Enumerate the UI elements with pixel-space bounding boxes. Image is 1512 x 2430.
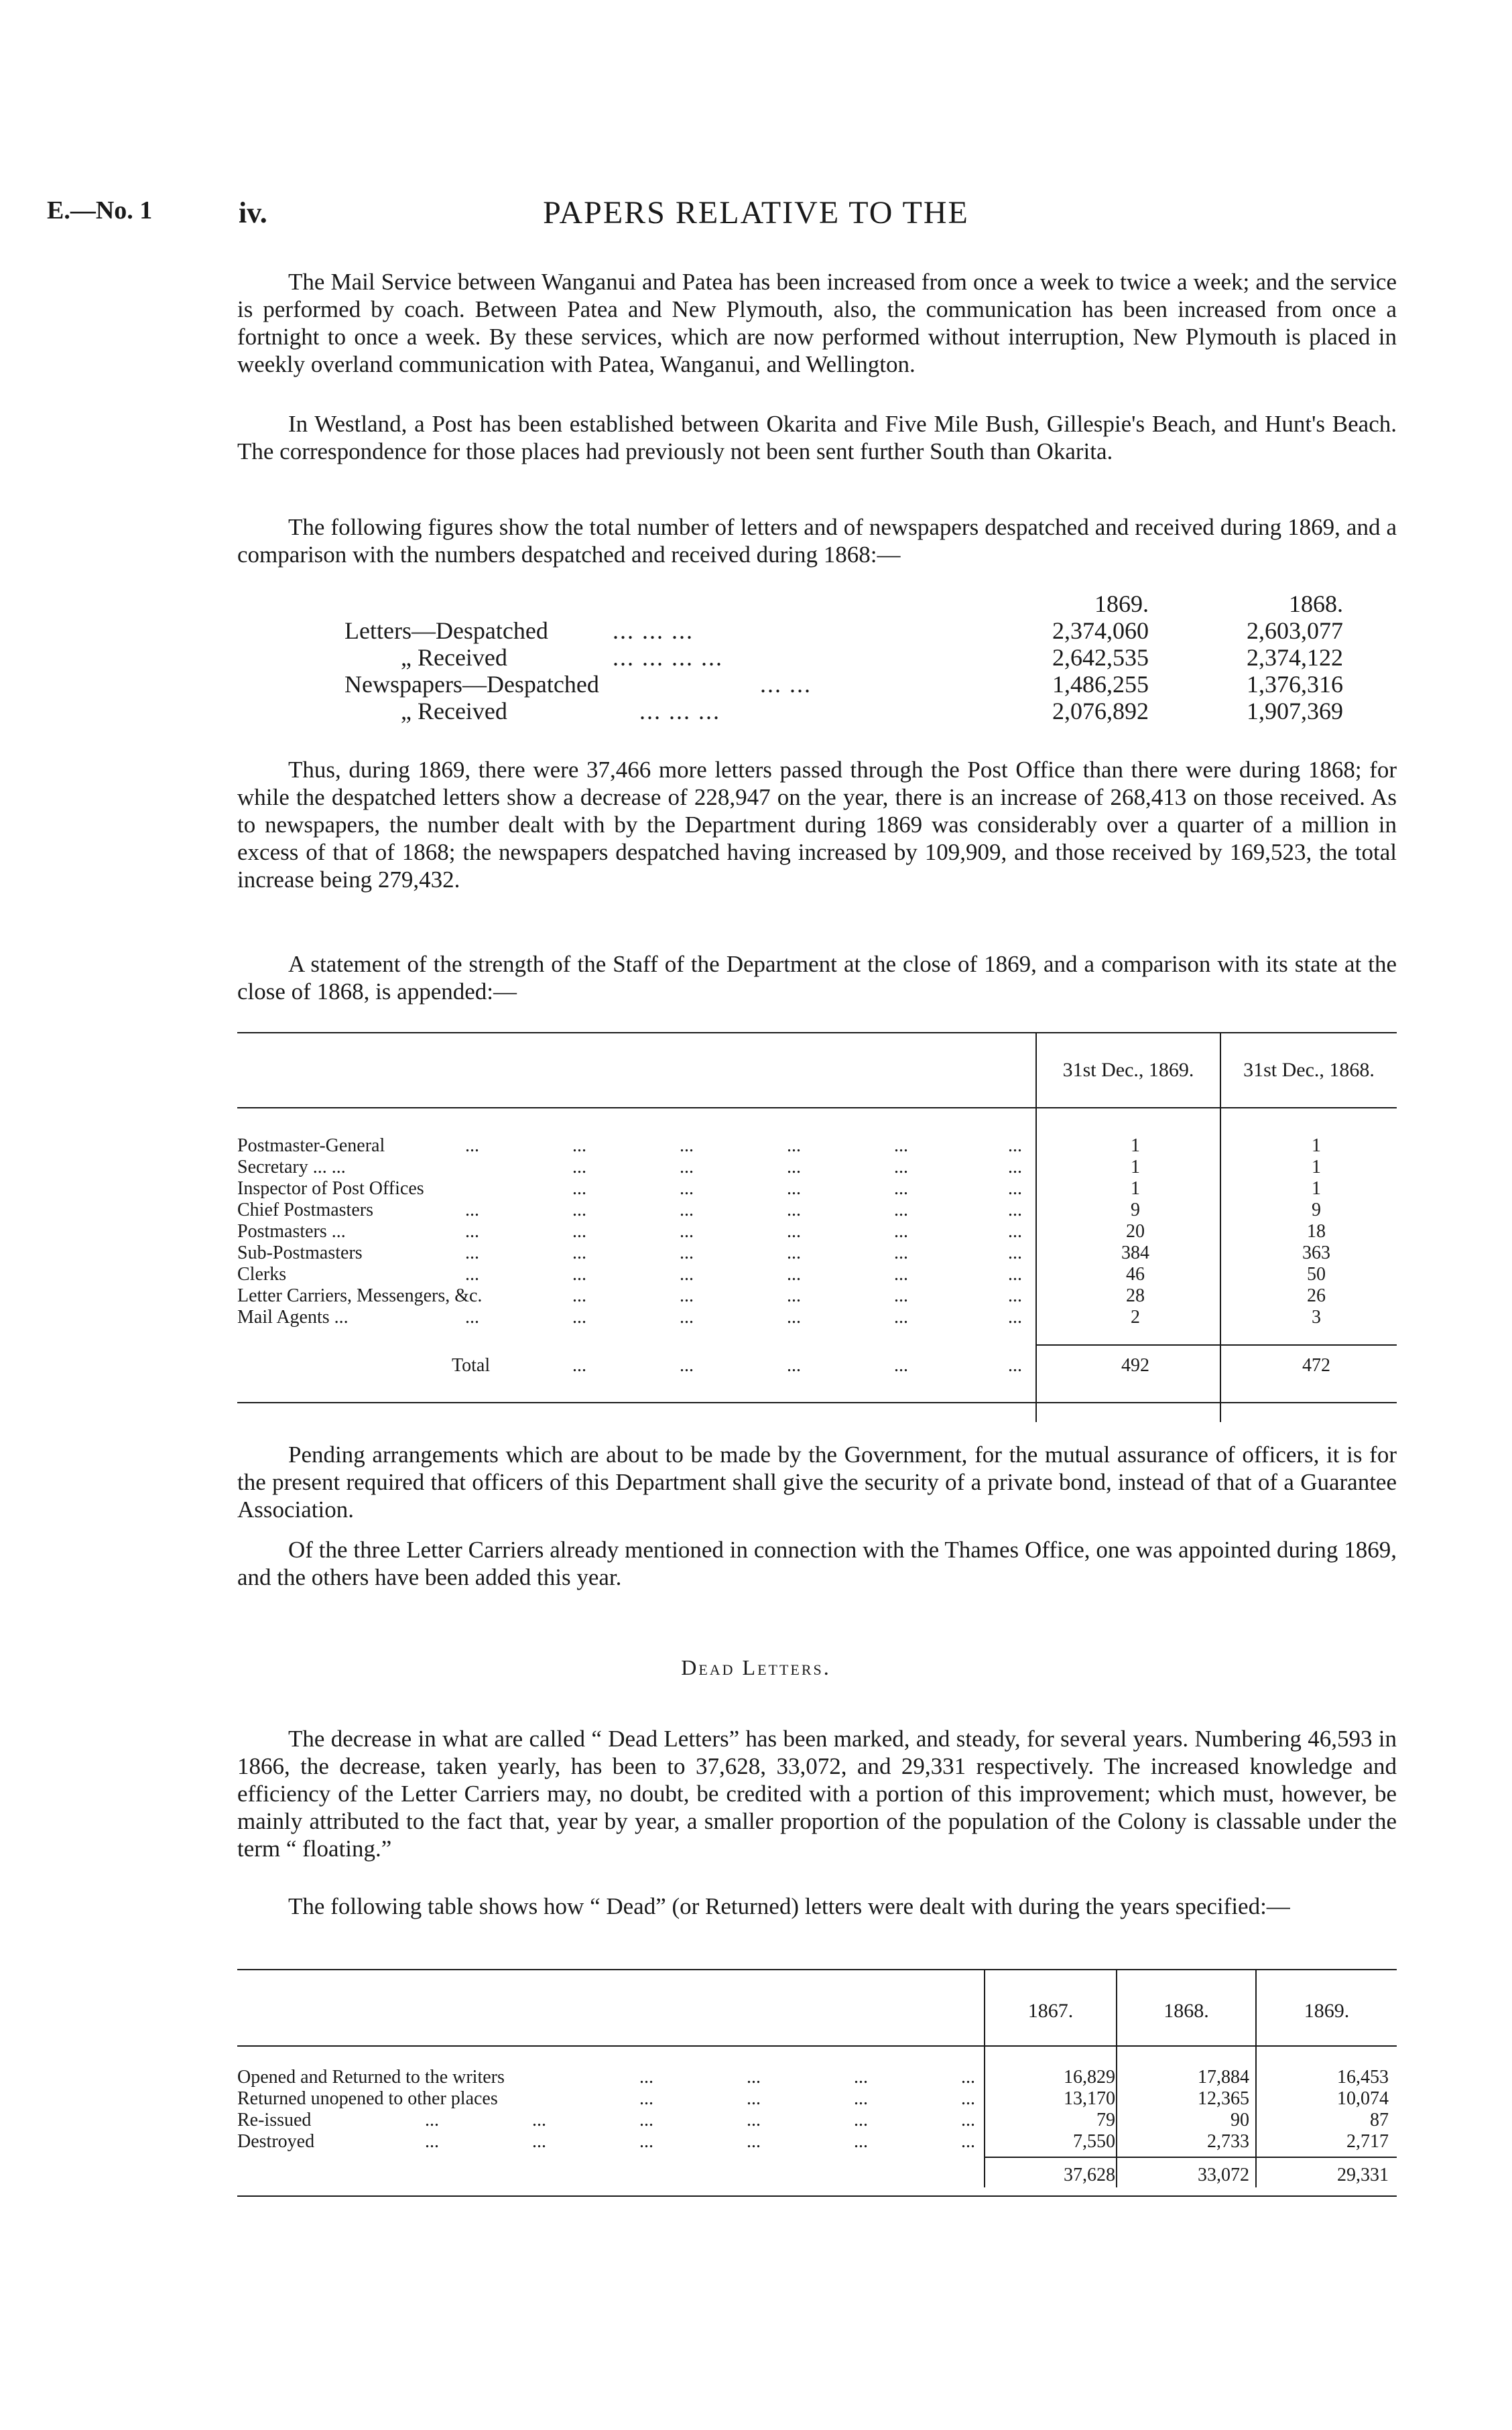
leader-dots: ... [747, 2067, 761, 2088]
leader-dots: ... [465, 1264, 479, 1285]
paragraph-letters-analysis: Thus, during 1869, there were 37,466 more letters passed through the Post Office than there were during 1868; for while the despatched letters show a decrease of 228,947 on the year, there is an increase of 268,413 on those received. As to newspapers, the number dealt with by the Department during 1869 was considerably over a quarter of a million in excess of that of 1868; the newspapers despatched having increased by 109,909, and those received by 169,523, the total increase being 279,432. [237, 757, 1397, 893]
value-1869: 2,717 [1346, 2131, 1389, 2152]
total-1868: 472 [1302, 1355, 1330, 1376]
leader-dots: ... [572, 1264, 586, 1285]
leader-dots: ... [1008, 1242, 1022, 1263]
leader-dots: ... [532, 2131, 546, 2152]
leader-dots: ... [894, 1221, 908, 1242]
leader-dots: ... [961, 2131, 975, 2152]
table-row [237, 1135, 1397, 1157]
row-label: Mail Agents ... [237, 1307, 349, 1328]
leader-dots: ... [572, 1200, 586, 1220]
value-1869: 2 [1131, 1307, 1140, 1328]
leader-dots: ... [787, 1242, 801, 1263]
paragraph-staff-intro: A statement of the strength of the Staff of the Department at the close of 1869, and a comparison with its state at the close of 1868, is appended:— [237, 951, 1397, 1005]
row-label: „ Received [401, 644, 507, 671]
value-1868: 50 [1307, 1264, 1326, 1285]
row-label: Sub-Postmasters [237, 1242, 363, 1263]
value-1868: 1 [1312, 1157, 1321, 1177]
table-row [237, 1285, 1397, 1307]
table-row-total [237, 2165, 1397, 2186]
table-rule-subtotal [1035, 1344, 1397, 1346]
leader-dots: ... [961, 2067, 975, 2088]
leader-dots: ... [572, 1135, 586, 1156]
col-header-1869: 1869. [1094, 590, 1149, 617]
total-1867: 37,628 [1064, 2165, 1115, 2185]
value-1868: 18 [1307, 1221, 1326, 1242]
table-rule-top [237, 1969, 1397, 1970]
leader-dots: ... [465, 1135, 479, 1156]
leader-dots: ... ... [760, 671, 812, 698]
table-rule-subtotal [984, 2157, 1397, 2158]
leader-dots: ... [894, 1135, 908, 1156]
table-row [237, 2067, 1397, 2088]
leader-dots: ... [894, 1355, 908, 1376]
value-1868: 2,374,122 [1247, 644, 1343, 671]
leader-dots: ... [572, 1242, 586, 1263]
table-rule-top [237, 1032, 1397, 1033]
leader-dots: ... [787, 1200, 801, 1220]
leader-dots: ... [787, 1135, 801, 1156]
table-row [237, 1200, 1397, 1221]
leader-dots: ... [680, 1178, 694, 1199]
leader-dots: ... [680, 1242, 694, 1263]
leader-dots: ... [425, 2110, 439, 2130]
leader-dots: ... [747, 2131, 761, 2152]
table-row [237, 2131, 1397, 2153]
leader-dots: ... [787, 1264, 801, 1285]
table-row [237, 1157, 1397, 1178]
leader-dots: ... ... ... ... [613, 644, 723, 671]
leader-dots: ... [572, 1221, 586, 1242]
paragraph-figures-intro: The following figures show the total number of letters and of newspapers despatched and received during 1869, and a comparison with the numbers despatched and received during 1868:— [237, 514, 1397, 568]
leader-dots: ... [1008, 1285, 1022, 1306]
leader-dots: ... [1008, 1135, 1022, 1156]
leader-dots: ... [572, 1355, 586, 1376]
col-header-1867: 1867. [1027, 2000, 1074, 2022]
value-1869: 2,642,535 [1052, 644, 1149, 671]
value-1868: 17,884 [1198, 2067, 1249, 2088]
leader-dots: ... [425, 2131, 439, 2152]
row-label: Destroyed [237, 2131, 315, 2152]
leader-dots: ... [747, 2088, 761, 2109]
table-row [237, 1221, 1397, 1242]
leader-dots: ... [854, 2131, 868, 2152]
row-label: Re-issued [237, 2110, 312, 2130]
table-rule-bottom [237, 2195, 1397, 2197]
value-1869: 2,076,892 [1052, 698, 1149, 724]
value-1869: 28 [1126, 1285, 1145, 1306]
value-1869: 1 [1131, 1178, 1140, 1199]
leader-dots: ... [680, 1355, 694, 1376]
leader-dots: ... [465, 1200, 479, 1220]
leader-dots: ... [894, 1178, 908, 1199]
value-1869: 384 [1121, 1242, 1149, 1263]
leader-dots: ... [680, 1135, 694, 1156]
paragraph-westland: In Westland, a Post has been established between Okarita and Five Mile Bush, Gillespie's Beach, and Hunt's Beach. The correspondence for those places had previously not been sent further South than Okarita. [237, 411, 1397, 464]
row-label: Letter Carriers, Messengers, &c. [237, 1285, 483, 1306]
row-label: „ Received [401, 698, 507, 724]
leader-dots: ... [572, 1157, 586, 1177]
paragraph-dead-letters-table-intro: The following table shows how “ Dead” (or Returned) letters were dealt with during the years specified:— [288, 1893, 1290, 1919]
col-header-1868: 1868. [1289, 590, 1343, 617]
col-header-1869: 1869. [1304, 2000, 1350, 2022]
leader-dots: ... [532, 2110, 546, 2130]
leader-dots: ... [854, 2067, 868, 2088]
value-1868: 1,376,316 [1247, 671, 1343, 698]
leader-dots: ... [894, 1200, 908, 1220]
table-row [237, 1264, 1397, 1285]
value-1867: 79 [1096, 2110, 1115, 2130]
leader-dots: ... [787, 1221, 801, 1242]
table-row [237, 1307, 1397, 1328]
table-row [237, 697, 1397, 724]
value-1867: 13,170 [1064, 2088, 1115, 2109]
leader-dots: ... [894, 1157, 908, 1177]
leader-dots: ... [465, 1221, 479, 1242]
leader-dots: ... ... ... [613, 617, 694, 644]
value-1868: 3 [1312, 1307, 1321, 1328]
table-rule-header [237, 2045, 1397, 2047]
value-1868: 9 [1312, 1200, 1321, 1220]
section-title-dead-letters: Dead Letters. [681, 1655, 831, 1679]
leader-dots: ... [680, 1285, 694, 1306]
leader-dots: ... [1008, 1221, 1022, 1242]
paragraph-letter-carriers: Of the three Letter Carriers already mentioned in connection with the Thames Office, one was appointed during 1869, and the others have been added this year. [237, 1537, 1397, 1590]
leader-dots: ... [961, 2088, 975, 2109]
table-row [237, 1178, 1397, 1200]
value-1868: 1 [1312, 1135, 1321, 1156]
leader-dots: ... [680, 1200, 694, 1220]
value-1869: 1 [1131, 1135, 1140, 1156]
paragraph-mail-service: The Mail Service between Wanganui and Patea has been increased from once a week to twice a week; and the service is performed by coach. Between Patea and New Plymouth, also, the communication has been increased from once a fortnight to once a week. By these services, which are now performed without interruption, New Plymouth is placed in weekly overland communication with Patea, Wanganui, and Wellington. [237, 269, 1397, 377]
leader-dots: ... [787, 1355, 801, 1376]
leader-dots: ... [639, 2131, 653, 2152]
value-1868: 1 [1312, 1178, 1321, 1199]
table-row-total [237, 1355, 1397, 1377]
page-title: PAPERS RELATIVE TO THE [543, 195, 969, 231]
leader-dots: ... [894, 1307, 908, 1328]
leader-dots: ... [572, 1178, 586, 1199]
row-label: Letters—Despatched [344, 617, 548, 644]
leader-dots: ... [961, 2110, 975, 2130]
leader-dots: ... [680, 1264, 694, 1285]
row-label: Secretary ... ... [237, 1157, 346, 1177]
value-1869: 1 [1131, 1157, 1140, 1177]
total-1869: 29,331 [1337, 2165, 1389, 2185]
row-label: Clerks [237, 1264, 287, 1285]
leader-dots: ... [747, 2110, 761, 2130]
value-1868: 363 [1302, 1242, 1330, 1263]
value-1868: 90 [1231, 2110, 1249, 2130]
value-1867: 16,829 [1064, 2067, 1115, 2088]
page-number: iv. [239, 196, 267, 229]
leader-dots: ... [639, 2088, 653, 2109]
row-label: Opened and Returned to the writers [237, 2067, 505, 2088]
row-label: Postmaster-General [237, 1135, 385, 1156]
value-1869: 87 [1370, 2110, 1389, 2130]
value-1869: 2,374,060 [1052, 617, 1149, 644]
paragraph-dead-letters: The decrease in what are called “ Dead Letters” has been marked, and steady, for several years. Numbering 46,593 in 1866, the decrease, taken yearly, has been to 37,628, 33,072, and 29,331 respectively. The increased knowledge and efficiency of the Letter Carriers may, no doubt, be credited with a portion of this improvement; which must, however, be mainly attributed to the fact that, year by year, a smaller proportion of the population of the Colony is classable under the term “ floating.” [237, 1726, 1397, 1862]
leader-dots: ... [1008, 1157, 1022, 1177]
value-1869: 46 [1126, 1264, 1145, 1285]
leader-dots: ... [787, 1285, 801, 1306]
leader-dots: ... [854, 2088, 868, 2109]
table-row [237, 643, 1397, 670]
leader-dots: ... [1008, 1307, 1022, 1328]
table-rule-bottom [237, 1402, 1397, 1403]
value-1869: 1,486,255 [1052, 671, 1149, 698]
table-rule-header [237, 1107, 1397, 1108]
leader-dots: ... [894, 1242, 908, 1263]
row-label: Postmasters ... [237, 1221, 346, 1242]
value-1869: 20 [1126, 1221, 1145, 1242]
total-1869: 492 [1121, 1355, 1149, 1376]
row-label: Chief Postmasters [237, 1200, 373, 1220]
leader-dots: ... [787, 1157, 801, 1177]
total-label: Total [452, 1355, 491, 1376]
document-reference: E.—No. 1 [47, 196, 153, 225]
leader-dots: ... ... ... [639, 698, 720, 724]
leader-dots: ... [1008, 1200, 1022, 1220]
value-1869: 10,074 [1337, 2088, 1389, 2109]
leader-dots: ... [639, 2110, 653, 2130]
paragraph-guarantee: Pending arrangements which are about to be made by the Government, for the mutual assurance of officers, it is for the present required that officers of this Department shall give the security of a private bond, instead of that of a Guarantee Association. [237, 1442, 1397, 1523]
row-label: Returned unopened to other places [237, 2088, 498, 2109]
value-1868: 2,603,077 [1247, 617, 1343, 644]
col-header-1868: 31st Dec., 1868. [1243, 1059, 1375, 1081]
value-1869: 16,453 [1337, 2067, 1389, 2088]
total-1868: 33,072 [1198, 2165, 1249, 2185]
leader-dots: ... [639, 2067, 653, 2088]
table-row [237, 670, 1397, 697]
leader-dots: ... [680, 1221, 694, 1242]
leader-dots: ... [572, 1307, 586, 1328]
leader-dots: ... [680, 1307, 694, 1328]
leader-dots: ... [465, 1307, 479, 1328]
leader-dots: ... [572, 1285, 586, 1306]
value-1869: 9 [1131, 1200, 1140, 1220]
leader-dots: ... [854, 2110, 868, 2130]
leader-dots: ... [787, 1178, 801, 1199]
table-row [237, 1242, 1397, 1264]
col-header-1869: 31st Dec., 1869. [1062, 1059, 1194, 1081]
value-1868: 1,907,369 [1247, 698, 1343, 724]
value-1868: 2,733 [1207, 2131, 1249, 2152]
leader-dots: ... [1008, 1355, 1022, 1376]
leader-dots: ... [894, 1264, 908, 1285]
leader-dots: ... [894, 1285, 908, 1306]
leader-dots: ... [465, 1242, 479, 1263]
table-row [237, 2110, 1397, 2131]
col-header-1868: 1868. [1163, 2000, 1209, 2022]
value-1867: 7,550 [1073, 2131, 1115, 2152]
table-row [237, 2088, 1397, 2110]
value-1868: 26 [1307, 1285, 1326, 1306]
leader-dots: ... [1008, 1264, 1022, 1285]
row-label: Newspapers—Despatched [344, 671, 599, 698]
leader-dots: ... [787, 1307, 801, 1328]
leader-dots: ... [1008, 1178, 1022, 1199]
leader-dots: ... [680, 1157, 694, 1177]
value-1868: 12,365 [1198, 2088, 1249, 2109]
row-label: Inspector of Post Offices [237, 1178, 424, 1199]
table-row [237, 617, 1397, 643]
